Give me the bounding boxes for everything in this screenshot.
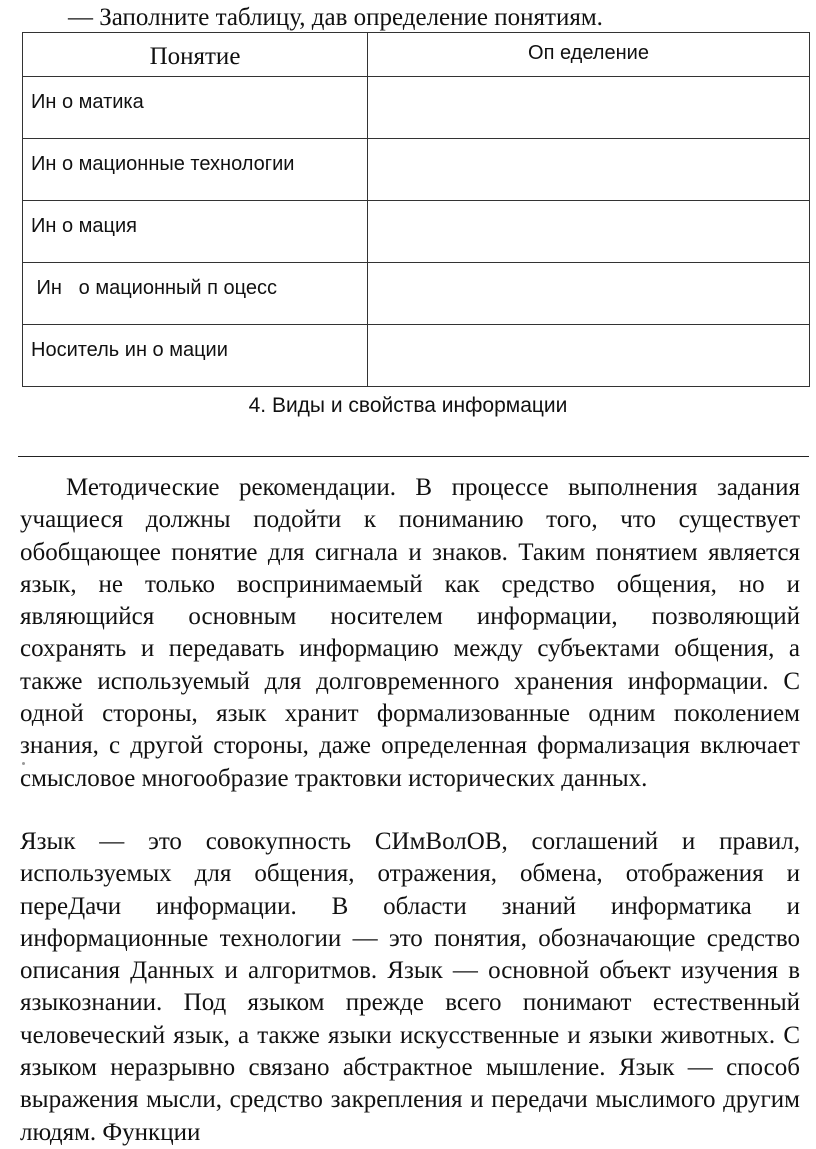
table-row (23, 263, 810, 325)
section-title: 4. Виды и свойства информации (248, 394, 568, 417)
table-row (23, 139, 810, 201)
horizontal-divider (18, 456, 809, 457)
task-instruction: — Заполните таблицу, дав определение понятиям. (68, 4, 603, 31)
column-header-concept: Понятие (23, 33, 368, 77)
table-row (23, 201, 810, 263)
concept-term: Носитель ин о мации (23, 325, 368, 387)
definition-cell (368, 139, 810, 201)
paragraph-language-definition: Язык — это совокупность СИмВолОВ, соглашений и правил, используемых для общения, отражения, обмена, отображения и переДачи информации. В области знаний информатика и информационные технологии — это понятия, обозначающие средство описания Данных и алгоритмов. Язык — основной объект изучения в языкознании. Под языком прежде всего понимают естественный человеческий язык, а также языки искусственные и языки животных. С языком неразрывно связано абстрактное мышление. Язык — способ выражения мысли, средство закрепления и передачи мыслимого другим людям. Функции (20, 828, 800, 1146)
paragraph-methodical-recommendations: Методические рекомендации. В процессе выполнения задания учащиеся должны подойти к пониманию того, что существует обобщающее понятие для сигнала и знаков. Таким понятием является язык, не только воспринимаемый как средство общения, но и являющийся основным носителем информации, позволяющий сохранять и передавать информацию между субъектами общения, а также используемый для долговременного хранения информации. С одной стороны, язык хранит формализованные одним поколением знания, с другой стороны, даже определенная формализация включает смысловое многообразие трактовки исторических данных. (20, 474, 800, 792)
concept-term: Ин о мационный п оцесс (23, 263, 368, 325)
definition-cell (368, 201, 810, 263)
table-header-row (23, 33, 810, 77)
concept-term: Ин о матика (23, 77, 368, 139)
table-row (23, 77, 810, 139)
concepts-table (22, 32, 810, 387)
column-header-definition: Оп еделение (368, 33, 810, 77)
concept-term: Ин о мационные технологии (23, 139, 368, 201)
table-row (23, 325, 810, 387)
definition-cell (368, 77, 810, 139)
definition-cell (368, 325, 810, 387)
concept-term: Ин о мация (23, 201, 368, 263)
scan-speck (22, 762, 25, 765)
definition-cell (368, 263, 810, 325)
